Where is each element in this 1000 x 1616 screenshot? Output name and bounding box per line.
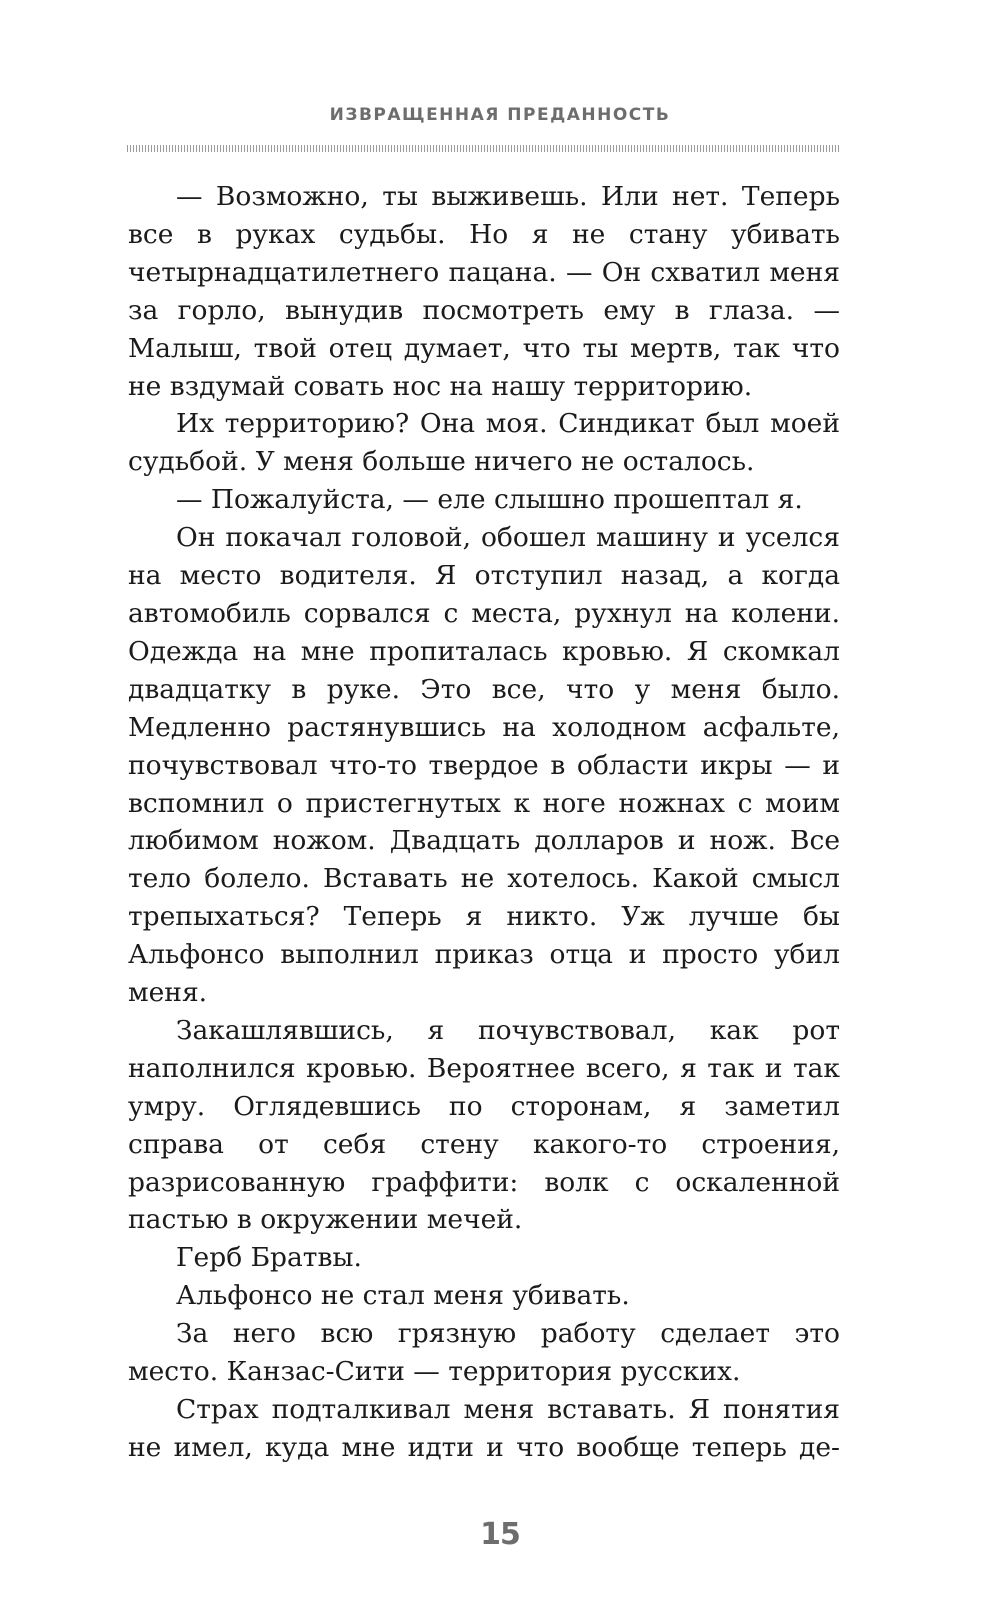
paragraph: Закашлявшись, я почувствовал, как рот наполнился кровью. Вероятнее всего, я так и так умру. Оглядевшись по сторонам, я заметил справа от себя стену какого-то строения, разрисованную граффити: волк с оскаленной пастью в окружении мечей. bbox=[128, 1014, 840, 1236]
paragraph: — Возможно, ты выживешь. Или нет. Теперь все в руках судьбы. Но я не стану убивать четырнадцатилетнего пацана. — Он схватил меня за горло, вынудив посмотреть ему в глаза. — Малыш, твой отец думает, что ты мертв, так что не вздумай совать нос на нашу территорию. bbox=[128, 181, 840, 402]
paragraph: За него всю грязную работу сделает это место. Канзас-Сити — территория русских. bbox=[128, 1318, 840, 1388]
paragraph: Страх подталкивал меня вставать. Я понятия не имел, куда мне идти и что вообще теперь де- bbox=[128, 1394, 840, 1463]
body-text bbox=[128, 178, 840, 1467]
header-rule bbox=[127, 145, 840, 152]
paragraph: — Пожалуйста, — еле слышно прошептал я. bbox=[176, 484, 803, 516]
paragraph: Их территорию? Она моя. Синдикат был моей судьбой. У меня больше ничего не осталось. bbox=[128, 408, 840, 478]
running-header-title: ИЗВРАЩЕННАЯ ПРЕДАННОСТЬ bbox=[329, 105, 671, 125]
paragraph: Он покачал головой, обошел машину и уселся на место водителя. Я отступил назад, а когда автомобиль сорвался с места, рухнул на колени. Одежда на мне пропиталась кровью. Я скомкал двадцатку в руке. Это все, что у меня было. Медленно растянувшись на холодном асфальте, почувствовал что-то твердое в области икры — и вспомнил о пристегнутых к ноге ножнах с моим любимом ножом. Двадцать долларов и нож. Все тело болело. Вставать не хотелось. Какой смысл трепыхаться? Теперь я никто. Уж лучше бы Альфонсо выполнил приказ отца и просто убил меня. bbox=[128, 522, 840, 1009]
paragraph: Альфонсо не стал меня убивать. bbox=[176, 1280, 630, 1312]
paragraph: Герб Братвы. bbox=[176, 1242, 362, 1274]
page-number: 15 bbox=[480, 1517, 520, 1552]
